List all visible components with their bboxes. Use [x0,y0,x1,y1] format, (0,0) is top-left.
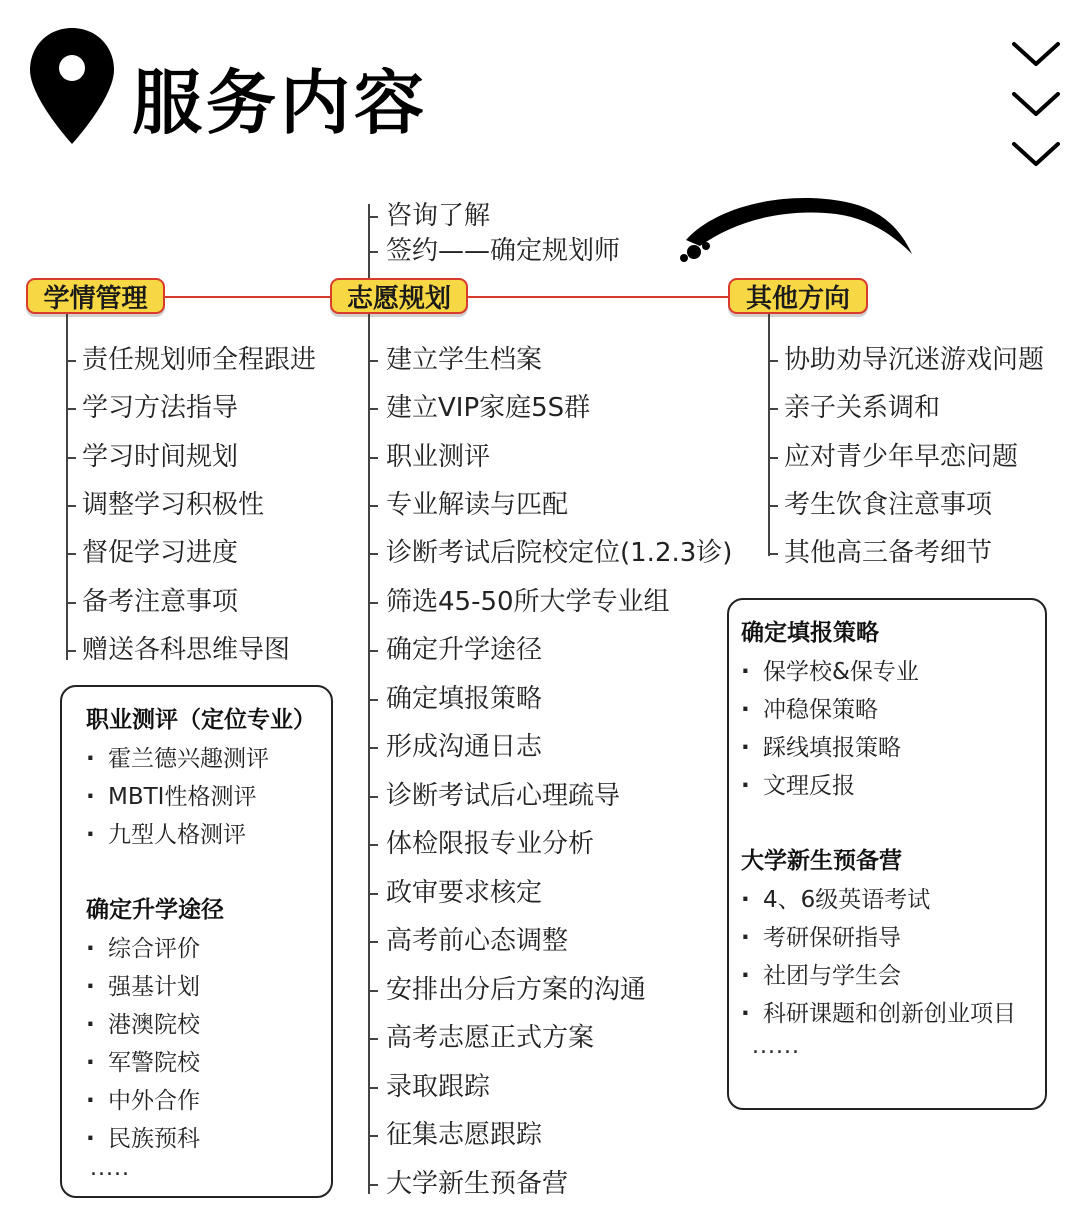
top-item: 签约——确定规划师 [386,236,621,266]
tick [370,1087,378,1089]
list-item: 协助劝导沉迷游戏问题 [784,345,1045,375]
tick [370,747,378,749]
tick [370,796,378,798]
tick [370,505,378,507]
list-item: 调整学习积极性 [82,490,265,520]
tick [68,553,76,555]
category-connector [0,0,1080,320]
more-ellipsis: ...... [752,1034,800,1059]
box-bullet: · 踩线填报策略 [741,729,901,762]
box-bullet: · 港澳院校 [86,1006,200,1039]
box-bullet: · 考研保研指导 [741,919,901,952]
box-bullet: · 强基计划 [86,968,200,1001]
box-section-title: 职业测评（定位专业） [86,707,316,733]
list-item: 考生饮食注意事项 [784,490,993,520]
tree-line-plan [368,314,370,1194]
tick [370,457,378,459]
tick [370,251,378,253]
list-item: 形成沟通日志 [386,732,543,762]
tree-line-other [768,314,770,556]
tick [68,457,76,459]
list-item: 大学新生预备营 [386,1169,569,1199]
list-item: 诊断考试后院校定位(1.2.3诊) [386,538,733,568]
tick [370,408,378,410]
list-item: 高考前心态调整 [386,926,569,956]
tick [370,553,378,555]
tree-line-study [66,314,68,660]
list-item: 政审要求核定 [386,878,543,908]
tick [370,941,378,943]
tick [370,360,378,362]
tick [370,844,378,846]
box-bullet: · 科研课题和创新创业项目 [741,995,1016,1028]
tick [370,1038,378,1040]
box-bullet: · 九型人格测评 [86,816,246,849]
tick [68,650,76,652]
tick [370,650,378,652]
box-section-title: 大学新生预备营 [741,848,902,874]
page-title: 服务内容 [132,62,428,144]
list-item: 征集志愿跟踪 [386,1120,543,1150]
top-item: 咨询了解 [386,201,491,231]
list-item: 赠送各科思维导图 [82,635,291,665]
list-item: 备考注意事项 [82,587,239,617]
tick [68,408,76,410]
list-item: 筛选45-50所大学专业组 [386,587,670,617]
tick [770,360,778,362]
tick [370,699,378,701]
category-plan: 志愿规划 [330,278,468,314]
box-bullet: · 社团与学生会 [741,957,901,990]
list-item: 学习方法指导 [82,393,239,423]
list-item: 其他高三备考细节 [784,538,993,568]
tick [370,216,378,218]
list-item: 督促学习进度 [82,538,239,568]
tick [370,1135,378,1137]
tick [68,602,76,604]
box-bullet: · 4、6级英语考试 [741,881,930,914]
list-item: 安排出分后方案的沟通 [386,975,647,1005]
list-item: 建立VIP家庭5S群 [386,393,591,423]
tick [370,990,378,992]
box-bullet: · 冲稳保策略 [741,691,878,724]
list-item: 责任规划师全程跟进 [82,345,317,375]
tick [370,1184,378,1186]
list-item: 高考志愿正式方案 [386,1023,595,1053]
tick [370,893,378,895]
tick [770,553,778,555]
list-item: 亲子关系调和 [784,393,941,423]
list-item: 学习时间规划 [82,442,239,472]
list-item: 录取跟踪 [386,1072,491,1102]
list-item: 建立学生档案 [386,345,543,375]
list-item: 专业解读与匹配 [386,490,569,520]
box-bullet: · 综合评价 [86,930,200,963]
list-item: 确定填报策略 [386,684,543,714]
box-bullet: · 保学校&保专业 [741,653,919,686]
box-bullet: · 文理反报 [741,767,855,800]
box-bullet: · MBTI性格测评 [86,778,256,811]
list-item: 诊断考试后心理疏导 [386,781,621,811]
tick [370,602,378,604]
box-section-title: 确定升学途径 [86,897,224,923]
box-bullet: · 中外合作 [86,1082,200,1115]
category-study: 学情管理 [26,278,165,314]
tick [68,360,76,362]
tick [770,408,778,410]
box-bullet: · 军警院校 [86,1044,200,1077]
tick [770,457,778,459]
box-bullet: · 霍兰德兴趣测评 [86,740,269,773]
more-ellipsis: ..... [90,1156,130,1181]
list-item: 应对青少年早恋问题 [784,442,1019,472]
tick [68,505,76,507]
list-item: 确定升学途径 [386,635,543,665]
list-item: 体检限报专业分析 [386,829,595,859]
category-other: 其他方向 [728,278,868,314]
box-bullet: · 民族预科 [86,1120,200,1153]
list-item: 职业测评 [386,442,491,472]
box-section-title: 确定填报策略 [741,620,879,646]
tick [770,505,778,507]
